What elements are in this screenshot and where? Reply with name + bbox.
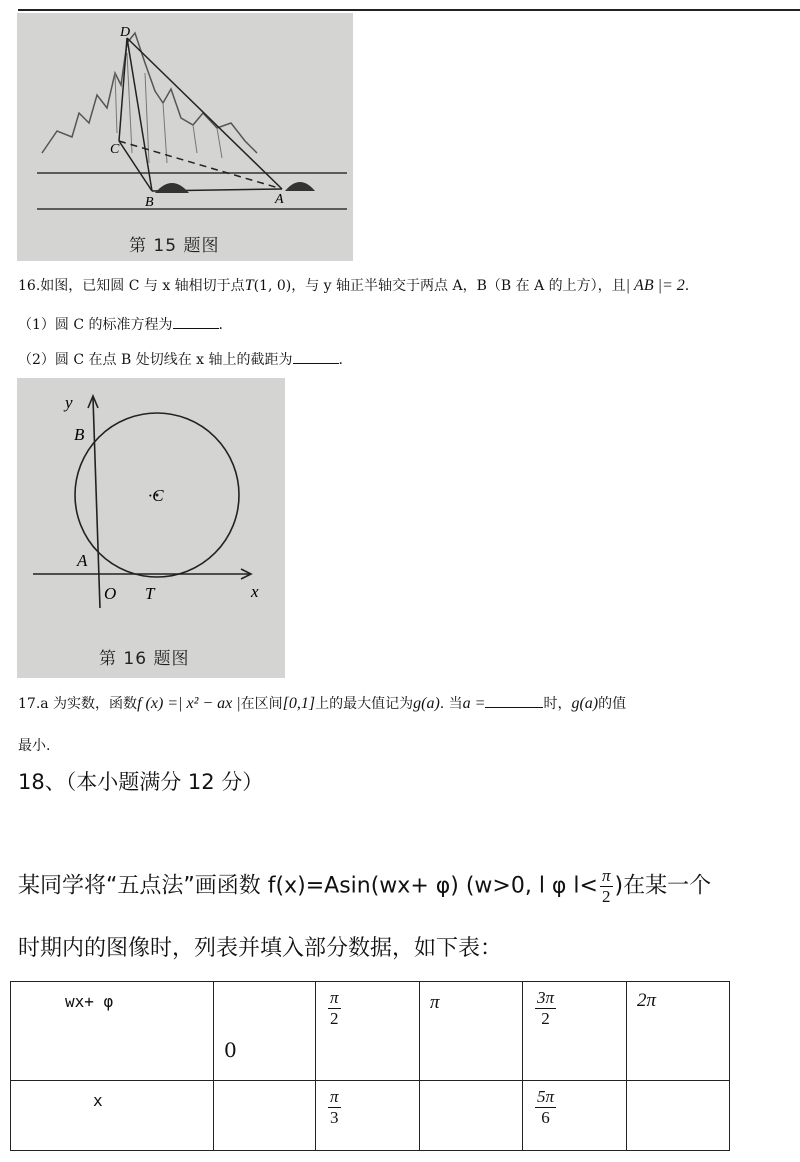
q17-text-a: 17.a 为实数，函数 <box>18 696 138 712</box>
row1-c4-frac <box>535 988 556 1029</box>
fig16-label-t: T <box>145 584 155 603</box>
row1-c2-frac <box>328 988 341 1029</box>
fig15-label-d: D <box>120 25 131 40</box>
row2-c4-num: 5π <box>537 1087 555 1106</box>
table-cell-row2-c4 <box>523 1081 627 1151</box>
q17-line2: 最小. <box>18 738 51 754</box>
table-cell-row1-c2 <box>316 982 420 1081</box>
table-cell-row1-label <box>11 982 214 1081</box>
q17-text-e: 时， <box>543 696 572 712</box>
q16-part1-text: （1）圆 C 的标准方程为 <box>18 317 173 333</box>
table-cell-row2-c3 <box>420 1081 523 1151</box>
q16-part1-blank <box>173 327 219 329</box>
q17-func: f (x) =| x² − ax | <box>137 695 241 712</box>
fig15-label-a: A <box>275 192 284 207</box>
q17-a-eq: a = <box>462 695 486 712</box>
fig16-label-o: O <box>104 584 117 603</box>
row2-c2-frac <box>328 1087 341 1128</box>
table-cell-row2-label <box>11 1081 214 1151</box>
row2-c4-frac <box>535 1087 556 1128</box>
q18-heading: 18、（本小题满分 12 分） <box>18 770 264 794</box>
q16-point-t-coord: (1, 0) <box>253 278 292 294</box>
q16-part2-text: （2）圆 C 在点 B 处切线在 x 轴上的截距为 <box>18 352 293 368</box>
q16-point-t: T <box>244 277 254 294</box>
figure-15-caption: 第 15 题图 <box>129 236 220 256</box>
q16-part2-end: . <box>338 352 343 368</box>
q17-ga: g(a) <box>413 695 440 712</box>
table-cell-row2-c2 <box>316 1081 420 1151</box>
q16-part1-end: . <box>218 317 223 333</box>
q16-stem-a: 16.如图，已知圆 C 与 x 轴相切于点 <box>18 278 245 294</box>
row1-c2-den: 2 <box>330 1009 339 1028</box>
q17-interval: [0,1] <box>282 695 316 712</box>
table-cell-row1-c5 <box>627 982 730 1081</box>
figure-15-drawing <box>17 13 353 261</box>
q17-blank <box>485 706 543 708</box>
row1-c3: π <box>430 992 440 1013</box>
row1-c4-den: 2 <box>541 1009 550 1028</box>
q18-line2: 时期内的图像时，列表并填入部分数据，如下表： <box>18 936 503 961</box>
q18-pi-over-2 <box>600 866 613 907</box>
row1-c5: 2π <box>637 990 657 1011</box>
table-row <box>11 1081 730 1151</box>
q17-ga-2: g(a) <box>571 695 599 712</box>
q18-line1 <box>18 866 711 907</box>
table-cell-row1-c4 <box>523 982 627 1081</box>
row1-c2-num: π <box>330 988 339 1007</box>
q16-stem-end: . <box>684 278 690 294</box>
fig16-label-y: y <box>65 393 73 412</box>
q16-ab-expr: | AB |= 2 <box>625 277 685 294</box>
fig16-label-x: x <box>251 582 259 601</box>
row1-label: wx+ φ <box>65 992 114 1011</box>
row2-c2-num: π <box>330 1087 339 1106</box>
figure-16-photo <box>17 378 285 678</box>
q16-part1 <box>18 314 223 334</box>
table-cell-row1-c1 <box>214 982 316 1081</box>
fig16-label-a: A <box>77 551 88 570</box>
q18-line1-a: 某同学将“五点法”画函数 f(x)=Asin(wx+ φ) (w>0, l φ l< <box>18 873 598 899</box>
q16-stem-b: ，与 y 轴正半轴交于两点 A，B（B 在 A 的上方），且 <box>291 278 626 294</box>
row1-c4-num: 3π <box>537 988 555 1007</box>
figure-15-photo <box>17 13 353 261</box>
fig16-label-b: B <box>74 425 85 444</box>
q18-frac-den: 2 <box>602 887 611 906</box>
fig15-label-c: C <box>110 142 120 157</box>
q17-text-f: 的值 <box>598 696 627 712</box>
figure-16-caption: 第 16 题图 <box>99 649 190 669</box>
q18-frac-num: π <box>601 866 611 885</box>
table-cell-row2-c5 <box>627 1081 730 1151</box>
table-cell-row2-c1 <box>214 1081 316 1151</box>
q17-text-d: . 当 <box>439 696 463 712</box>
row2-label: x <box>93 1091 103 1110</box>
row2-c4-den: 6 <box>541 1108 550 1127</box>
fig16-label-c: ·C <box>148 486 164 505</box>
row2-c2-den: 3 <box>330 1108 339 1127</box>
fig15-label-b: B <box>145 195 154 210</box>
table-row <box>11 982 730 1081</box>
figure-16-drawing <box>17 378 285 678</box>
q17-line1 <box>18 693 626 713</box>
page-top-rule <box>18 9 800 11</box>
five-point-table <box>10 981 730 1151</box>
table-cell-row1-c3 <box>420 982 523 1081</box>
q16-part2 <box>18 349 343 369</box>
q17-text-c: 上的最大值记为 <box>315 696 414 712</box>
q16-stem <box>18 275 689 295</box>
q16-part2-blank <box>293 362 339 364</box>
row1-c1: 0 <box>224 1038 237 1062</box>
q17-text-b: 在区间 <box>240 696 283 712</box>
q18-line1-b: )在某一个 <box>614 873 712 899</box>
